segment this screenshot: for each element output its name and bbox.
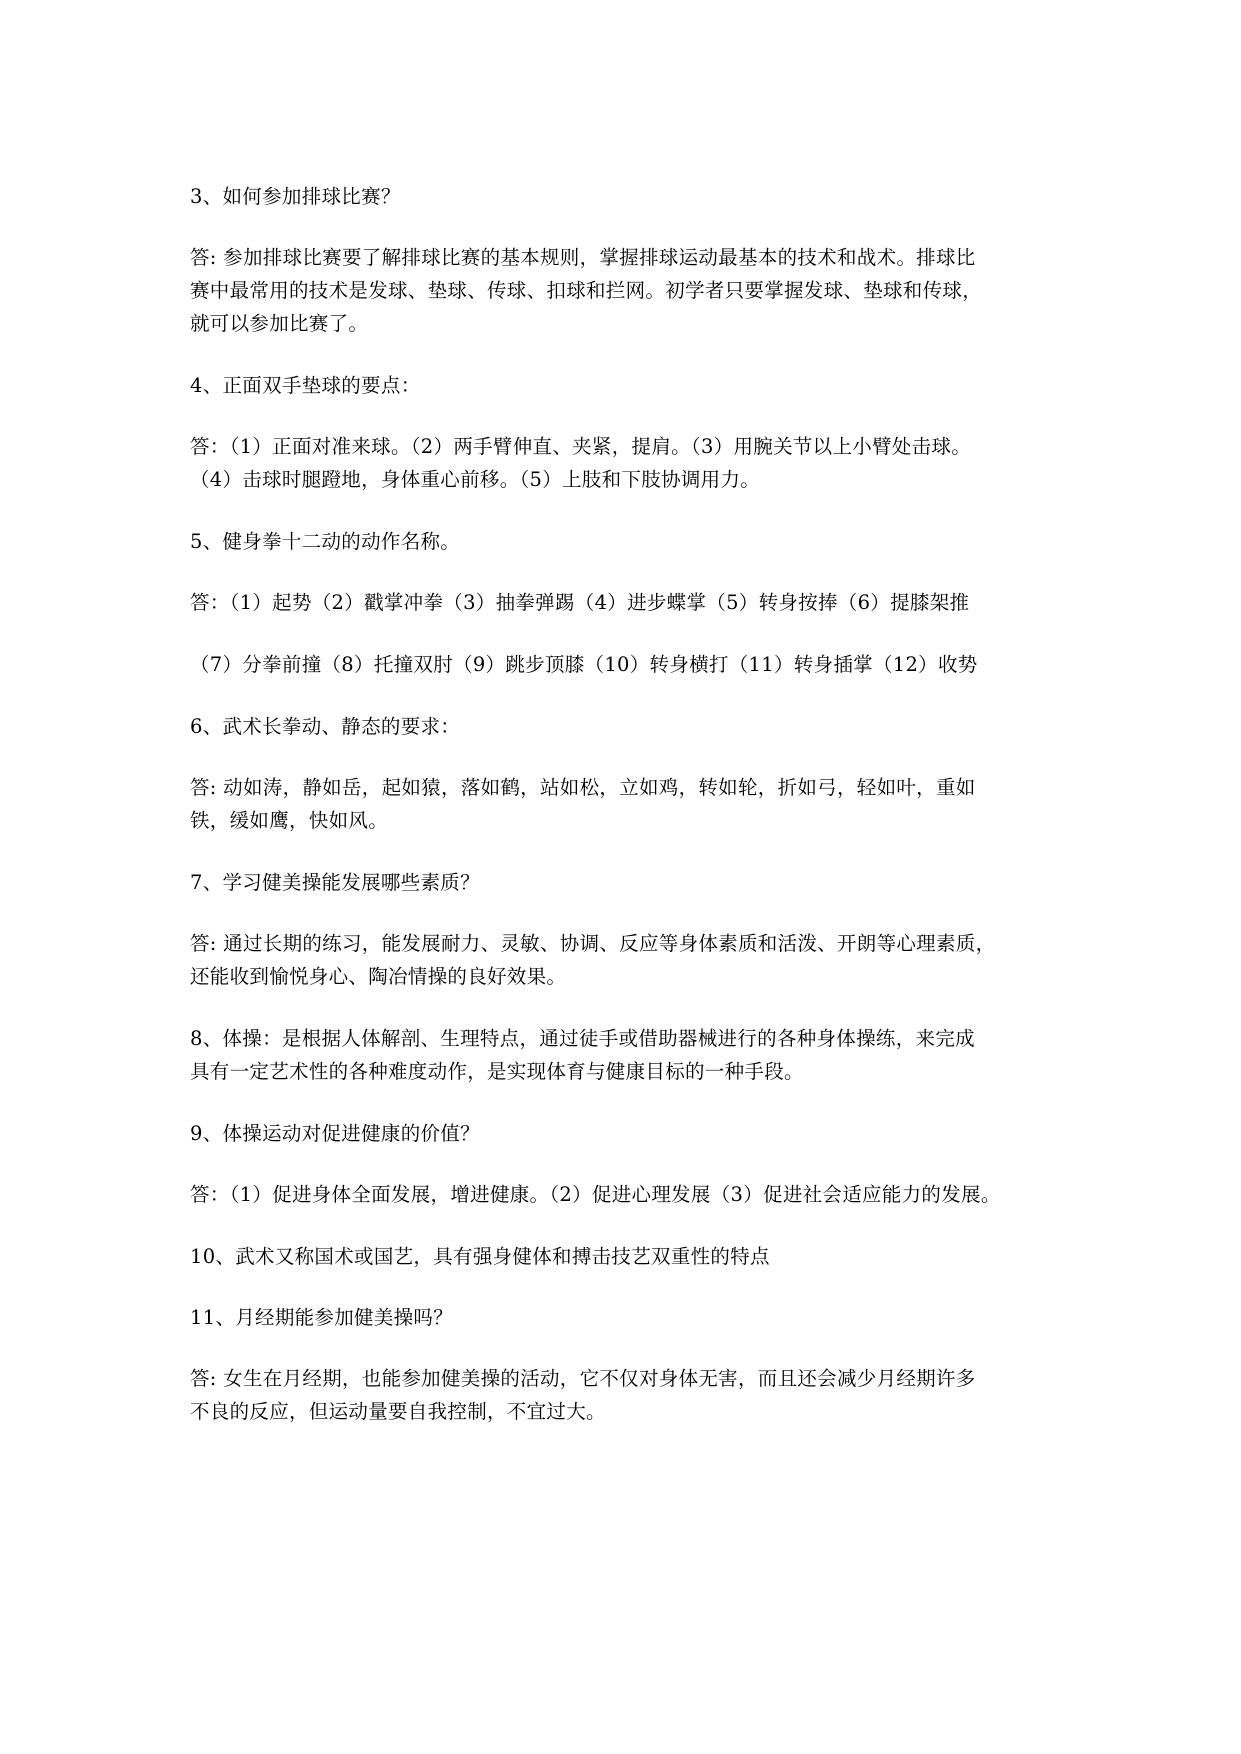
question-3 [190,180,1060,213]
text-line: 答: 女生在月经期，也能参加健美操的活动，它不仅对身体无害，而且还会减少月经期许多 [190,1367,976,1390]
answer-6 [190,771,1060,837]
question-11 [190,1301,1060,1334]
text-line: 10、武术又称国术或国艺，具有强身健体和搏击技艺双重性的特点 [190,1245,770,1268]
definition-8 [190,1022,1060,1088]
answer-7 [190,927,1060,993]
text-line: 11、月经期能参加健美操吗？ [190,1306,454,1329]
question-5 [190,525,1060,558]
text-line: 3、如何参加排球比赛？ [190,185,401,208]
text-line: 铁，缓如鹰，快如风。 [190,809,389,832]
answer-4 [190,430,1060,496]
question-7 [190,866,1060,899]
text-line: 6、武术长拳动、静态的要求： [190,715,461,738]
question-6 [190,710,1060,743]
text-line: 答: 通过长期的练习，能发展耐力、灵敏、协调、反应等身体素质和活泼、开朗等心理素质， [190,932,996,955]
question-9 [190,1117,1060,1150]
answer-5-part-2 [190,648,1060,681]
text-line: 8、体操：是根据人体解剖、生理特点，通过徒手或借助器械进行的各种身体操练，来完成 [190,1027,975,1050]
answer-3 [190,241,1060,340]
text-line: 答：（1）促进身体全面发展，增进健康。（2）促进心理发展（3）促进社会适应能力的发展。 [190,1183,1001,1206]
answer-11 [190,1362,1060,1428]
text-line: 7、学习健美操能发展哪些素质？ [190,871,480,894]
document-page [190,180,1060,1457]
statement-10 [190,1240,1060,1273]
text-line: 5、健身拳十二动的动作名称。 [190,530,461,553]
text-line: 不良的反应，但运动量要自我控制，不宜过大。 [190,1400,606,1423]
answer-9 [190,1178,1060,1211]
text-line: 答：（1）起势（2）戳掌冲拳（3）抽拳弹踢（4）进步蝶掌（5）转身按捧（6）提膝架推 [190,591,970,614]
text-line: 就可以参加比赛了。 [190,312,369,335]
text-line: 具有一定艺术性的各种难度动作，是实现体育与健康目标的一种手段。 [190,1060,804,1083]
text-line: 还能收到愉悦身心、陶冶情操的良好效果。 [190,965,567,988]
text-line: （4）击球时腿蹬地，身体重心前移。（5）上肢和下肢协调用力。 [190,468,761,491]
text-line: 4、正面双手垫球的要点： [190,374,421,397]
text-line: （7）分拳前撞（8）托撞双肘（9）跳步顶膝（10）转身横打（11）转身插掌（12）收势 [190,653,978,676]
text-line: 9、体操运动对促进健康的价值？ [190,1122,480,1145]
text-line: 答：（1）正面对准来球。（2）两手臂伸直、夹紧，提肩。（3）用腕关节以上小臂处击球。 [190,435,972,458]
question-4 [190,369,1060,402]
answer-5-part-1 [190,586,1060,619]
text-line: 赛中最常用的技术是发球、垫球、传球、扣球和拦网。初学者只要掌握发球、垫球和传球， [190,279,983,302]
text-line: 答: 动如涛，静如岳，起如猿，落如鹤，站如松，立如鸡，转如轮，折如弓，轻如叶，重如 [190,776,976,799]
text-line: 答: 参加排球比赛要了解排球比赛的基本规则，掌握排球运动最基本的技术和战术。排球比 [190,246,976,269]
